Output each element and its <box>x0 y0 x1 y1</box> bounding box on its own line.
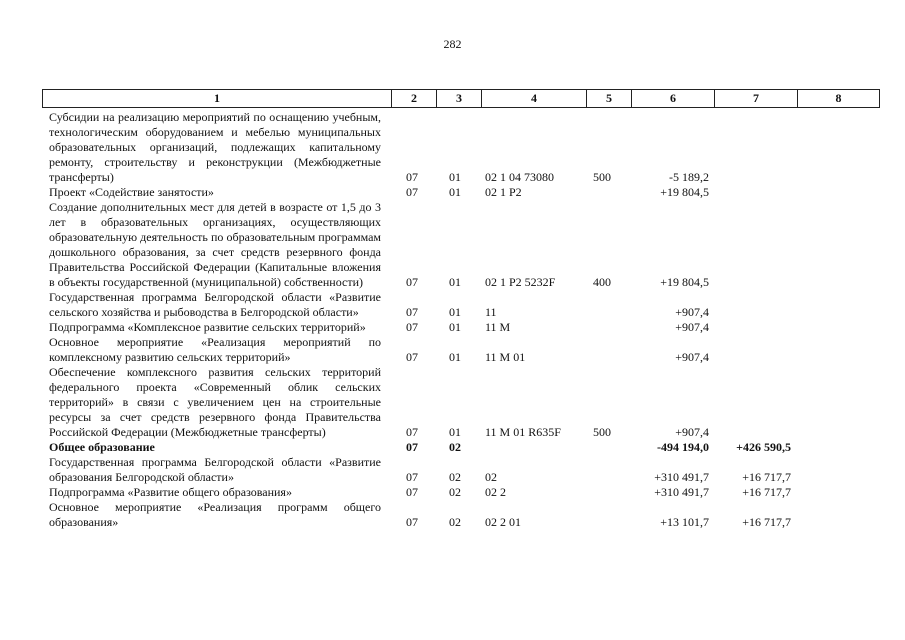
cell-c2: 07 <box>406 440 418 454</box>
cell-c5: 500 <box>593 170 611 184</box>
cell-c2: 07 <box>406 305 418 319</box>
header-col-2: 2 <box>391 90 436 107</box>
row-description: Подпрограмма «Развитие общего образования» <box>49 485 292 499</box>
cell-c4: 02 <box>485 470 497 484</box>
header-col-6: 6 <box>631 90 714 107</box>
cell-c4: 11 M <box>485 320 511 334</box>
cell-c7: +16 717,7 <box>742 485 791 499</box>
cell-c4: 11 M 01 <box>485 350 526 364</box>
row-values <box>49 320 879 335</box>
cell-c3: 01 <box>449 275 461 289</box>
table-header <box>42 89 880 108</box>
row-description: Общее образование <box>49 440 155 454</box>
row-description: Государственная программа Белгородской области «Развитие образования Белгородской области» <box>49 455 381 484</box>
cell-c3: 01 <box>449 185 461 199</box>
table-row <box>49 500 879 530</box>
cell-c2: 07 <box>406 485 418 499</box>
table-row <box>49 455 879 485</box>
cell-c7: +16 717,7 <box>742 470 791 484</box>
header-col-3: 3 <box>436 90 481 107</box>
cell-c6: +310 491,7 <box>654 470 709 484</box>
cell-c6: +907,4 <box>675 425 709 439</box>
page-number: 282 <box>443 37 462 51</box>
header-col-8: 8 <box>797 90 879 107</box>
cell-c5: 500 <box>593 425 611 439</box>
cell-c2: 07 <box>406 320 418 334</box>
table-row <box>49 440 879 455</box>
cell-c3: 01 <box>449 170 461 184</box>
row-description: Государственная программа Белгородской области «Развитие сельского хозяйства и рыбоводства в Белгородской области» <box>49 290 381 319</box>
cell-c7: +16 717,7 <box>742 515 791 529</box>
header-col-4: 4 <box>481 90 586 107</box>
table-body <box>49 110 879 530</box>
cell-c3: 01 <box>449 305 461 319</box>
cell-c3: 02 <box>449 515 461 529</box>
cell-c6: -494 194,0 <box>657 440 709 454</box>
table-row <box>49 485 879 500</box>
header-col-5: 5 <box>586 90 631 107</box>
table-row <box>49 365 879 440</box>
cell-c4: 02 1 P2 <box>485 185 522 199</box>
row-description: Основное мероприятие «Реализация мероприятий по комплексному развитию сельских территорий» <box>49 335 381 364</box>
cell-c2: 07 <box>406 515 418 529</box>
table-row <box>49 290 879 320</box>
row-values <box>49 485 879 500</box>
row-description: Подпрограмма «Комплексное развитие сельских территорий» <box>49 320 366 334</box>
cell-c6: +907,4 <box>675 350 709 364</box>
cell-c4: 02 1 P2 5232F <box>485 275 556 289</box>
row-values <box>49 350 879 365</box>
cell-c2: 07 <box>406 170 418 184</box>
row-description: Обеспечение комплексного развития сельских территорий федерального проекта «Современный облик сельских территорий» в связи с увеличением цен на строительные ресурсы за счет средств резервного фонда Правительства Российской Федерации (Межбюджетные трансферты) <box>49 365 381 439</box>
cell-c6: +907,4 <box>675 305 709 319</box>
table-row <box>49 185 879 200</box>
cell-c2: 07 <box>406 425 418 439</box>
cell-c6: +310 491,7 <box>654 485 709 499</box>
table-row <box>49 320 879 335</box>
cell-c6: +19 804,5 <box>660 275 709 289</box>
row-values <box>49 515 879 530</box>
cell-c6: +19 804,5 <box>660 185 709 199</box>
table-row <box>49 335 879 365</box>
table-row <box>49 200 879 290</box>
cell-c4: 02 2 <box>485 485 506 499</box>
row-values <box>49 305 879 320</box>
cell-c3: 01 <box>449 425 461 439</box>
cell-c6: +13 101,7 <box>660 515 709 529</box>
row-description: Проект «Содействие занятости» <box>49 185 214 199</box>
row-description: Субсидии на реализацию мероприятий по оснащению учебным, технологическим оборудованием и мебелью муниципальных образовательных организаций, подлежащих капитальному ремонту, строительству и реконструкции (Межбюджетные трансферты) <box>49 110 381 184</box>
row-values <box>49 425 879 440</box>
cell-c4: 02 1 04 73080 <box>485 170 554 184</box>
cell-c3: 01 <box>449 320 461 334</box>
table-row <box>49 110 879 185</box>
row-description: Основное мероприятие «Реализация программ общего образования» <box>49 500 381 529</box>
cell-c6: +907,4 <box>675 320 709 334</box>
cell-c5: 400 <box>593 275 611 289</box>
cell-c2: 07 <box>406 275 418 289</box>
row-values <box>49 470 879 485</box>
cell-c3: 02 <box>449 470 461 484</box>
row-values <box>49 275 879 290</box>
row-values <box>49 185 879 200</box>
row-values <box>49 170 879 185</box>
cell-c3: 02 <box>449 440 461 454</box>
cell-c4: 02 2 01 <box>485 515 521 529</box>
cell-c4: 11 <box>485 305 497 319</box>
cell-c4: 11 M 01 R635F <box>485 425 561 439</box>
cell-c3: 02 <box>449 485 461 499</box>
cell-c3: 01 <box>449 350 461 364</box>
header-col-7: 7 <box>714 90 797 107</box>
header-col-1: 1 <box>214 91 220 105</box>
cell-c2: 07 <box>406 350 418 364</box>
cell-c2: 07 <box>406 470 418 484</box>
row-values <box>49 440 879 455</box>
cell-c2: 07 <box>406 185 418 199</box>
row-description: Создание дополнительных мест для детей в возрасте от 1,5 до 3 лет в образовательных организациях, осуществляющих образовательную деятельность по образовательным программам дошкольного образования, за счет средств резервного фонда Правительства Российской Федерации (Капитальные вложения в объекты государственной (муниципальной) собственности) <box>49 200 381 289</box>
cell-c7: +426 590,5 <box>736 440 791 454</box>
cell-c6: -5 189,2 <box>669 170 709 184</box>
